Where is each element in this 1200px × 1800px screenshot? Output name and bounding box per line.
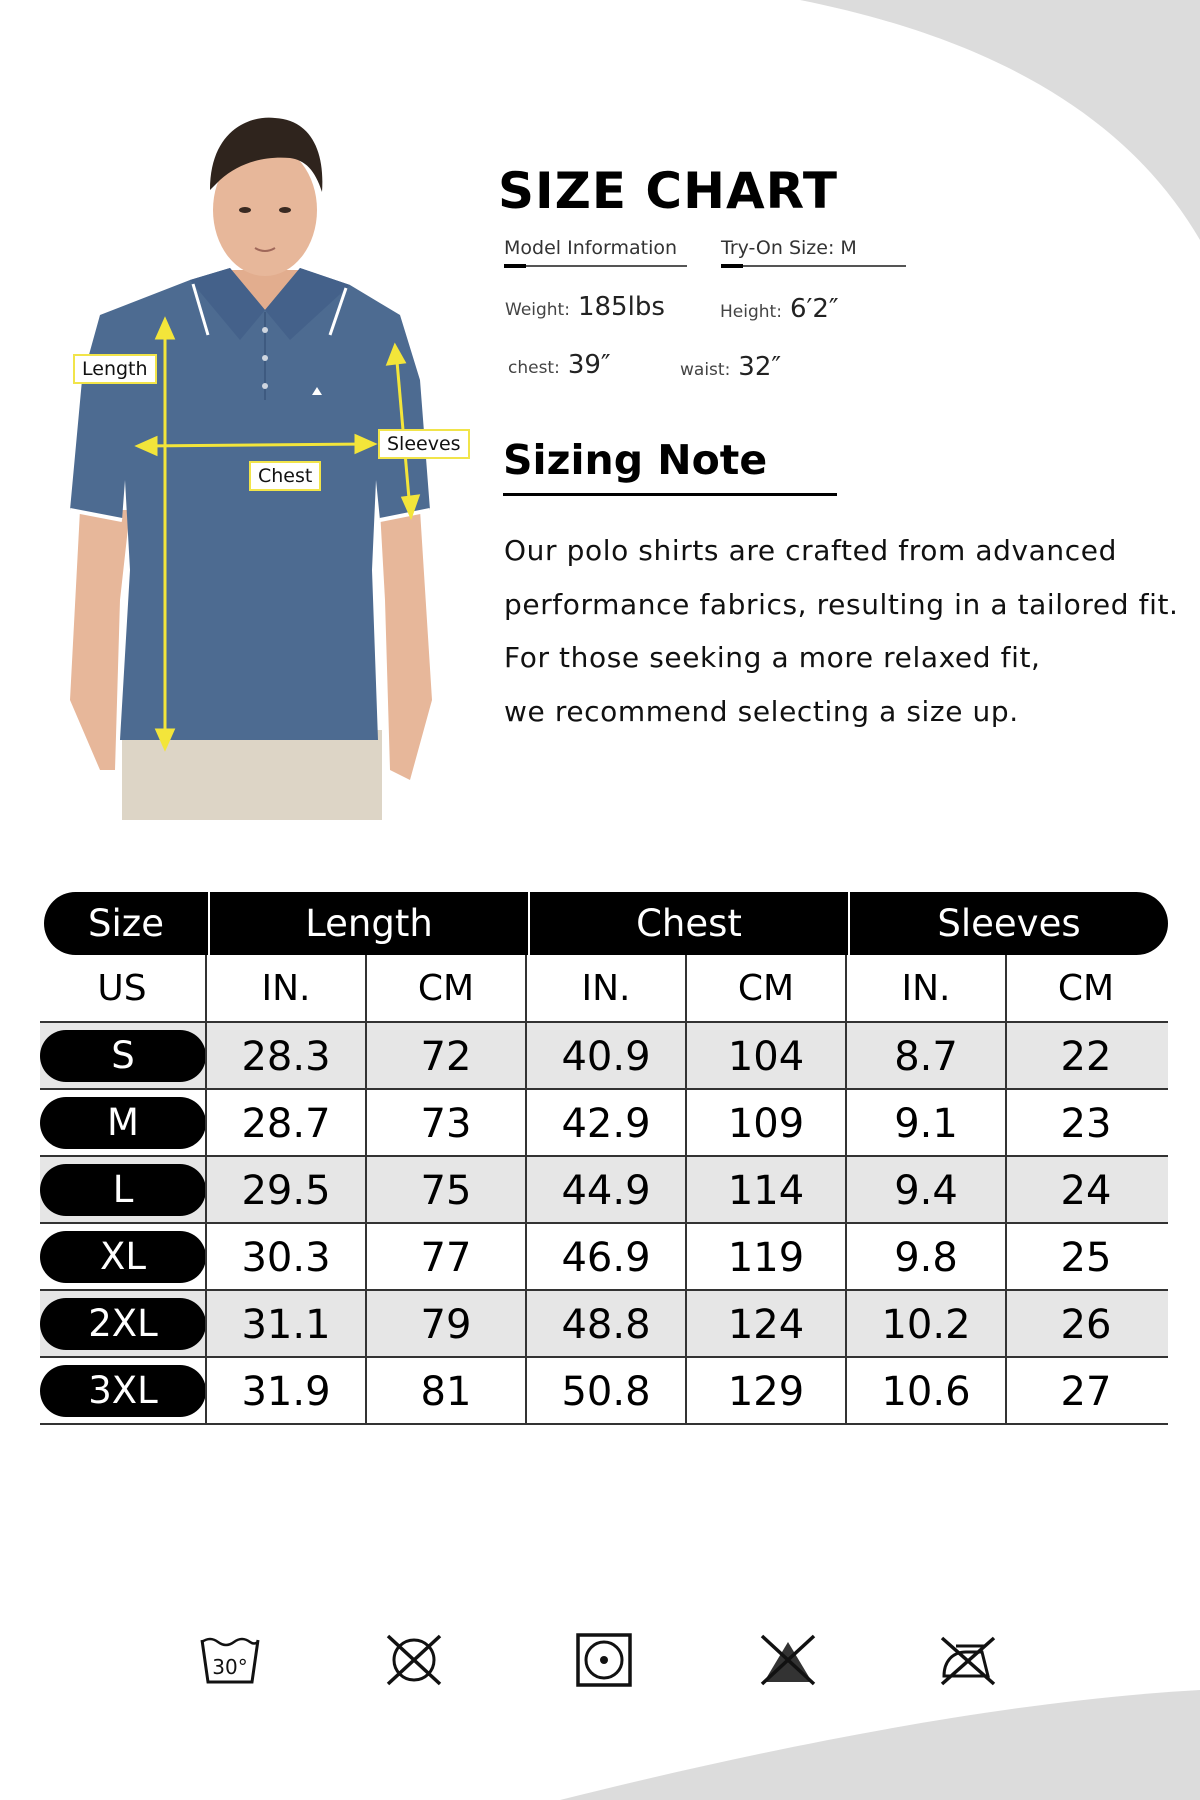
height-label: Height:	[720, 302, 782, 322]
subheader-cell: CM	[1057, 968, 1115, 1009]
table-cell: 73	[420, 1101, 472, 1147]
subheader-cell: IN.	[581, 968, 631, 1009]
do-not-bleach-icon	[756, 1632, 820, 1688]
table-cell: 114	[727, 1168, 805, 1214]
chest-measure-label: Chest	[249, 461, 321, 491]
header-sleeves: Sleeves	[937, 902, 1081, 945]
weight-row	[505, 292, 665, 322]
length-measure-label: Length	[73, 354, 157, 384]
waist-value: 32″	[738, 352, 782, 382]
sleeves-measure-label: Sleeves	[378, 429, 470, 459]
subheader-cell: IN.	[261, 968, 311, 1009]
page-title: SIZE CHART	[498, 162, 839, 220]
sizing-note-line: For those seeking a more relaxed fit,	[504, 641, 1041, 674]
table-cell: 124	[727, 1302, 805, 1348]
sizing-note-body	[504, 524, 1179, 738]
table-cell: 9.8	[894, 1235, 958, 1281]
table-column-rule	[685, 955, 687, 1424]
sizing-note-line: Our polo shirts are crafted from advanced	[504, 534, 1117, 567]
weight-label: Weight:	[505, 300, 570, 320]
table-rule	[40, 1155, 1168, 1157]
subheader-cell: IN.	[901, 968, 951, 1009]
table-column-rule	[525, 955, 527, 1424]
chest-row	[508, 350, 611, 380]
try-on-size: Try-On Size: M	[721, 237, 857, 259]
table-cell: 8.7	[894, 1034, 958, 1080]
table-cell: 24	[1060, 1168, 1112, 1214]
chest-label: chest:	[508, 358, 560, 378]
table-cell: 72	[420, 1034, 472, 1080]
table-cell: 42.9	[561, 1101, 651, 1147]
table-cell: 10.6	[881, 1369, 971, 1415]
waist-row	[680, 352, 781, 382]
table-column-rule	[365, 955, 367, 1424]
header-size: Size	[88, 902, 164, 945]
table-cell: 31.9	[241, 1369, 331, 1415]
table-cell: 104	[727, 1034, 805, 1080]
table-cell: 81	[420, 1369, 472, 1415]
table-cell: 28.3	[241, 1034, 331, 1080]
tumble-dry-icon	[572, 1632, 636, 1688]
table-cell: 26	[1060, 1302, 1112, 1348]
model-info-heading: Model Information	[504, 237, 678, 259]
table-cell: 9.1	[894, 1101, 958, 1147]
table-cell: 28.7	[241, 1101, 331, 1147]
table-cell: 30.3	[241, 1235, 331, 1281]
table-rule	[40, 1021, 1168, 1023]
subheader-cell: CM	[737, 968, 795, 1009]
table-cell: 109	[727, 1101, 805, 1147]
size-label: 2XL	[40, 1298, 206, 1350]
table-cell: 40.9	[561, 1034, 651, 1080]
weight-value: 185lbs	[577, 292, 665, 322]
table-cell: 25	[1060, 1235, 1112, 1281]
table-cell: 129	[727, 1369, 805, 1415]
table-rule	[40, 1423, 1168, 1425]
table-cell: 48.8	[561, 1302, 651, 1348]
size-label: L	[40, 1164, 206, 1216]
table-cell: 22	[1060, 1034, 1112, 1080]
table-cell: 77	[420, 1235, 472, 1281]
subheader-cell: US	[97, 968, 147, 1009]
table-column-rule	[845, 955, 847, 1424]
height-value: 6′2″	[789, 294, 839, 324]
size-label: M	[40, 1097, 206, 1149]
height-row	[720, 294, 839, 324]
table-cell: 46.9	[561, 1235, 651, 1281]
table-cell: 23	[1060, 1101, 1112, 1147]
table-rule	[40, 1222, 1168, 1224]
waist-label: waist:	[680, 360, 731, 380]
table-cell: 44.9	[561, 1168, 651, 1214]
sizing-note-title: Sizing Note	[503, 436, 768, 484]
do-not-iron-icon	[936, 1632, 1000, 1688]
sizing-note-line: we recommend selecting a size up.	[504, 694, 1019, 728]
subheader-cell: CM	[417, 968, 475, 1009]
table-cell: 9.4	[894, 1168, 958, 1214]
table-cell: 79	[420, 1302, 472, 1348]
table-cell: 27	[1060, 1369, 1112, 1415]
size-label: S	[40, 1030, 206, 1082]
table-column-rule	[1005, 955, 1007, 1424]
size-label: XL	[40, 1231, 206, 1283]
table-cell: 10.2	[881, 1302, 971, 1348]
wash-temp-label: 30°	[212, 1655, 248, 1679]
table-cell: 31.1	[241, 1302, 331, 1348]
header-length: Length	[305, 902, 433, 945]
chest-value: 39″	[567, 350, 611, 380]
table-rule	[40, 1356, 1168, 1358]
size-label: 3XL	[40, 1365, 206, 1417]
table-rule	[40, 1088, 1168, 1090]
sizing-note-rule	[503, 493, 837, 496]
wash-30-icon	[198, 1632, 262, 1688]
try-on-underline	[721, 265, 906, 267]
table-rule	[40, 1289, 1168, 1291]
table-cell: 29.5	[241, 1168, 331, 1214]
model-info-underline	[504, 265, 687, 267]
do-not-dry-clean-icon	[382, 1632, 446, 1688]
table-cell: 50.8	[561, 1369, 651, 1415]
table-header-row	[44, 892, 1168, 955]
sizing-note-line: performance fabrics, resulting in a tailored fit.	[504, 587, 1179, 621]
table-cell: 75	[420, 1168, 472, 1214]
table-column-rule	[205, 955, 207, 1424]
table-cell: 119	[727, 1235, 805, 1281]
header-chest: Chest	[636, 902, 742, 945]
